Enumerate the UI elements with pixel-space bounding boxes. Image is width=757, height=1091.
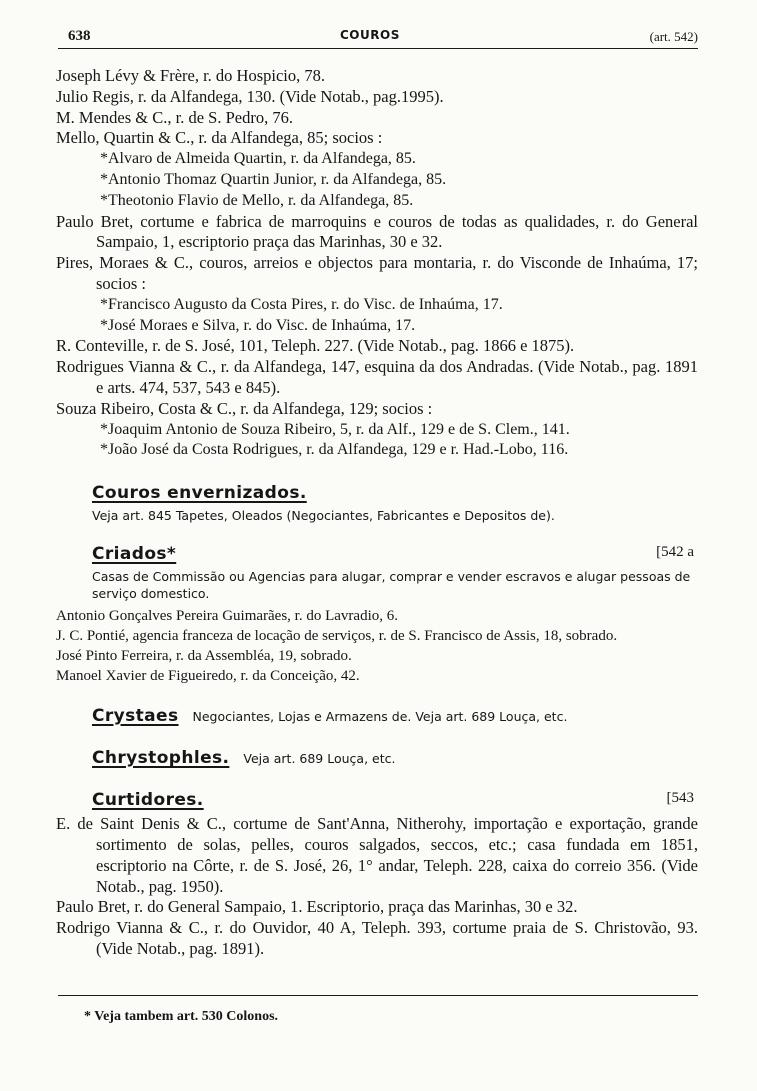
article-reference: (art. 542) [649,29,698,44]
header-rule [58,48,698,49]
section-couros-envernizados [92,483,694,524]
page-body [56,66,698,960]
section-note: Casas de Commissão ou Agencias para alugar, comprar e vender escravos e alugar pessoas de serviço domestico. [92,569,691,602]
footnote: * Veja tambem art. 530 Colonos. [84,1009,279,1024]
footnote-rule [58,995,698,996]
section-title: Curtidores. [92,790,204,811]
section-crystaes [92,706,694,726]
directory-entry: Souza Ribeiro, Costa & C., r. da Alfandega, 129; socios : [56,398,433,418]
directory-entry: J. C. Pontié, agencia franceza de locação de serviços, r. de S. Francisco de Assis, 18, sobrado. [56,628,618,645]
directory-entry: R. Conteville, r. de S. José, 101, Teleph. 227. (Vide Notab., pag. 1866 e 1875). [56,336,575,356]
partner-entry: *Joaquim Antonio de Souza Ribeiro, 5, r. da Alf., 129 e de S. Clem., 141. [100,420,570,438]
page-header [58,28,698,48]
directory-entry: Joseph Lévy & Frère, r. do Hospicio, 78. [56,66,326,85]
partner-entry: *Antonio Thomaz Quartin Junior, r. da Alfandega, 85. [100,170,447,188]
directory-entry: Rodrigo Vianna & C., r. do Ouvidor, 40 A, Teleph. 393, cortume praia de S. Christovão, 93. (Vide Notab., pag. 1891). [56,918,698,958]
directory-entry: Mello, Quartin & C., r. da Alfandega, 85; socios : [56,128,383,148]
section-title: Criados* [92,544,177,565]
directory-entry: Rodrigues Vianna & C., r. da Alfandega, 147, esquina da dos Andradas. (Vide Notab., pag. 1891 e arts. 474, 537, 543 e 845). [56,357,698,397]
section-title: Couros envernizados. [92,483,307,504]
section-note: Negociantes, Lojas e Armazens de. Veja art. 689 Louça, etc. [192,709,568,725]
section-note: Veja art. 845 Tapetes, Oleados (Negociantes, Fabricantes e Depositos de). [92,508,555,524]
directory-entry: Julio Regis, r. da Alfandega, 130. (Vide Notab., pag.1995). [56,86,444,106]
directory-entry: Paulo Bret, r. do General Sampaio, 1. Escriptorio, praça das Marinhas, 30 e 32. [56,897,578,917]
section-marker: [543 [666,790,694,807]
partner-entry: *Theotonio Flavio de Mello, r. da Alfandega, 85. [100,191,414,209]
section-note: Veja art. 689 Louça, etc. [243,751,396,767]
running-head: COUROS [340,28,400,42]
partner-entry: *Francisco Augusto da Costa Pires, r. do Visc. de Inhaúma, 17. [100,295,503,313]
section-title: Chrystophles. [92,748,230,769]
directory-entry: M. Mendes & C., r. de S. Pedro, 76. [56,107,293,127]
partner-entry: *João José da Costa Rodrigues, r. da Alfandega, 129 e r. Had.-Lobo, 116. [100,441,569,459]
section-curtidores [92,790,694,810]
page-number: 638 [68,28,91,44]
section-criados [92,544,694,602]
directory-entry: José Pinto Ferreira, r. da Assembléa, 19, sobrado. [56,648,352,665]
partner-entry: *Alvaro de Almeida Quartin, r. da Alfandega, 85. [100,150,416,168]
directory-entry: E. de Saint Denis & C., cortume de Sant'Anna, Nitherohy, importação e exportação, grande sortimento de solas, pelles, couros salgados, seccos, etc.; casa fundada em 1851, escriptorio na Côrte, r. de S. José, 26, 1° andar, Teleph. 228, caixa do correio 356. (Vide Notab., pag. 1950). [56,814,698,896]
partner-entry: *José Moraes e Silva, r. do Visc. de Inhaúma, 17. [100,316,416,334]
section-title: Crystaes [92,706,179,727]
directory-entry: Pires, Moraes & C., couros, arreios e objectos para montaria, r. do Visconde de Inhaúma, 17; socios : [56,253,698,293]
directory-entry: Antonio Gonçalves Pereira Guimarães, r. do Lavradio, 6. [56,608,398,625]
directory-entry: Manoel Xavier de Figueiredo, r. da Conceição, 42. [56,668,360,685]
directory-entry: Paulo Bret, cortume e fabrica de marroquins e couros de todas as qualidades, r. do General Sampaio, 1, escriptorio praça das Marinhas, 30 e 32. [56,211,698,252]
section-chrystophles [92,748,694,768]
section-marker: [542 a [656,544,694,561]
